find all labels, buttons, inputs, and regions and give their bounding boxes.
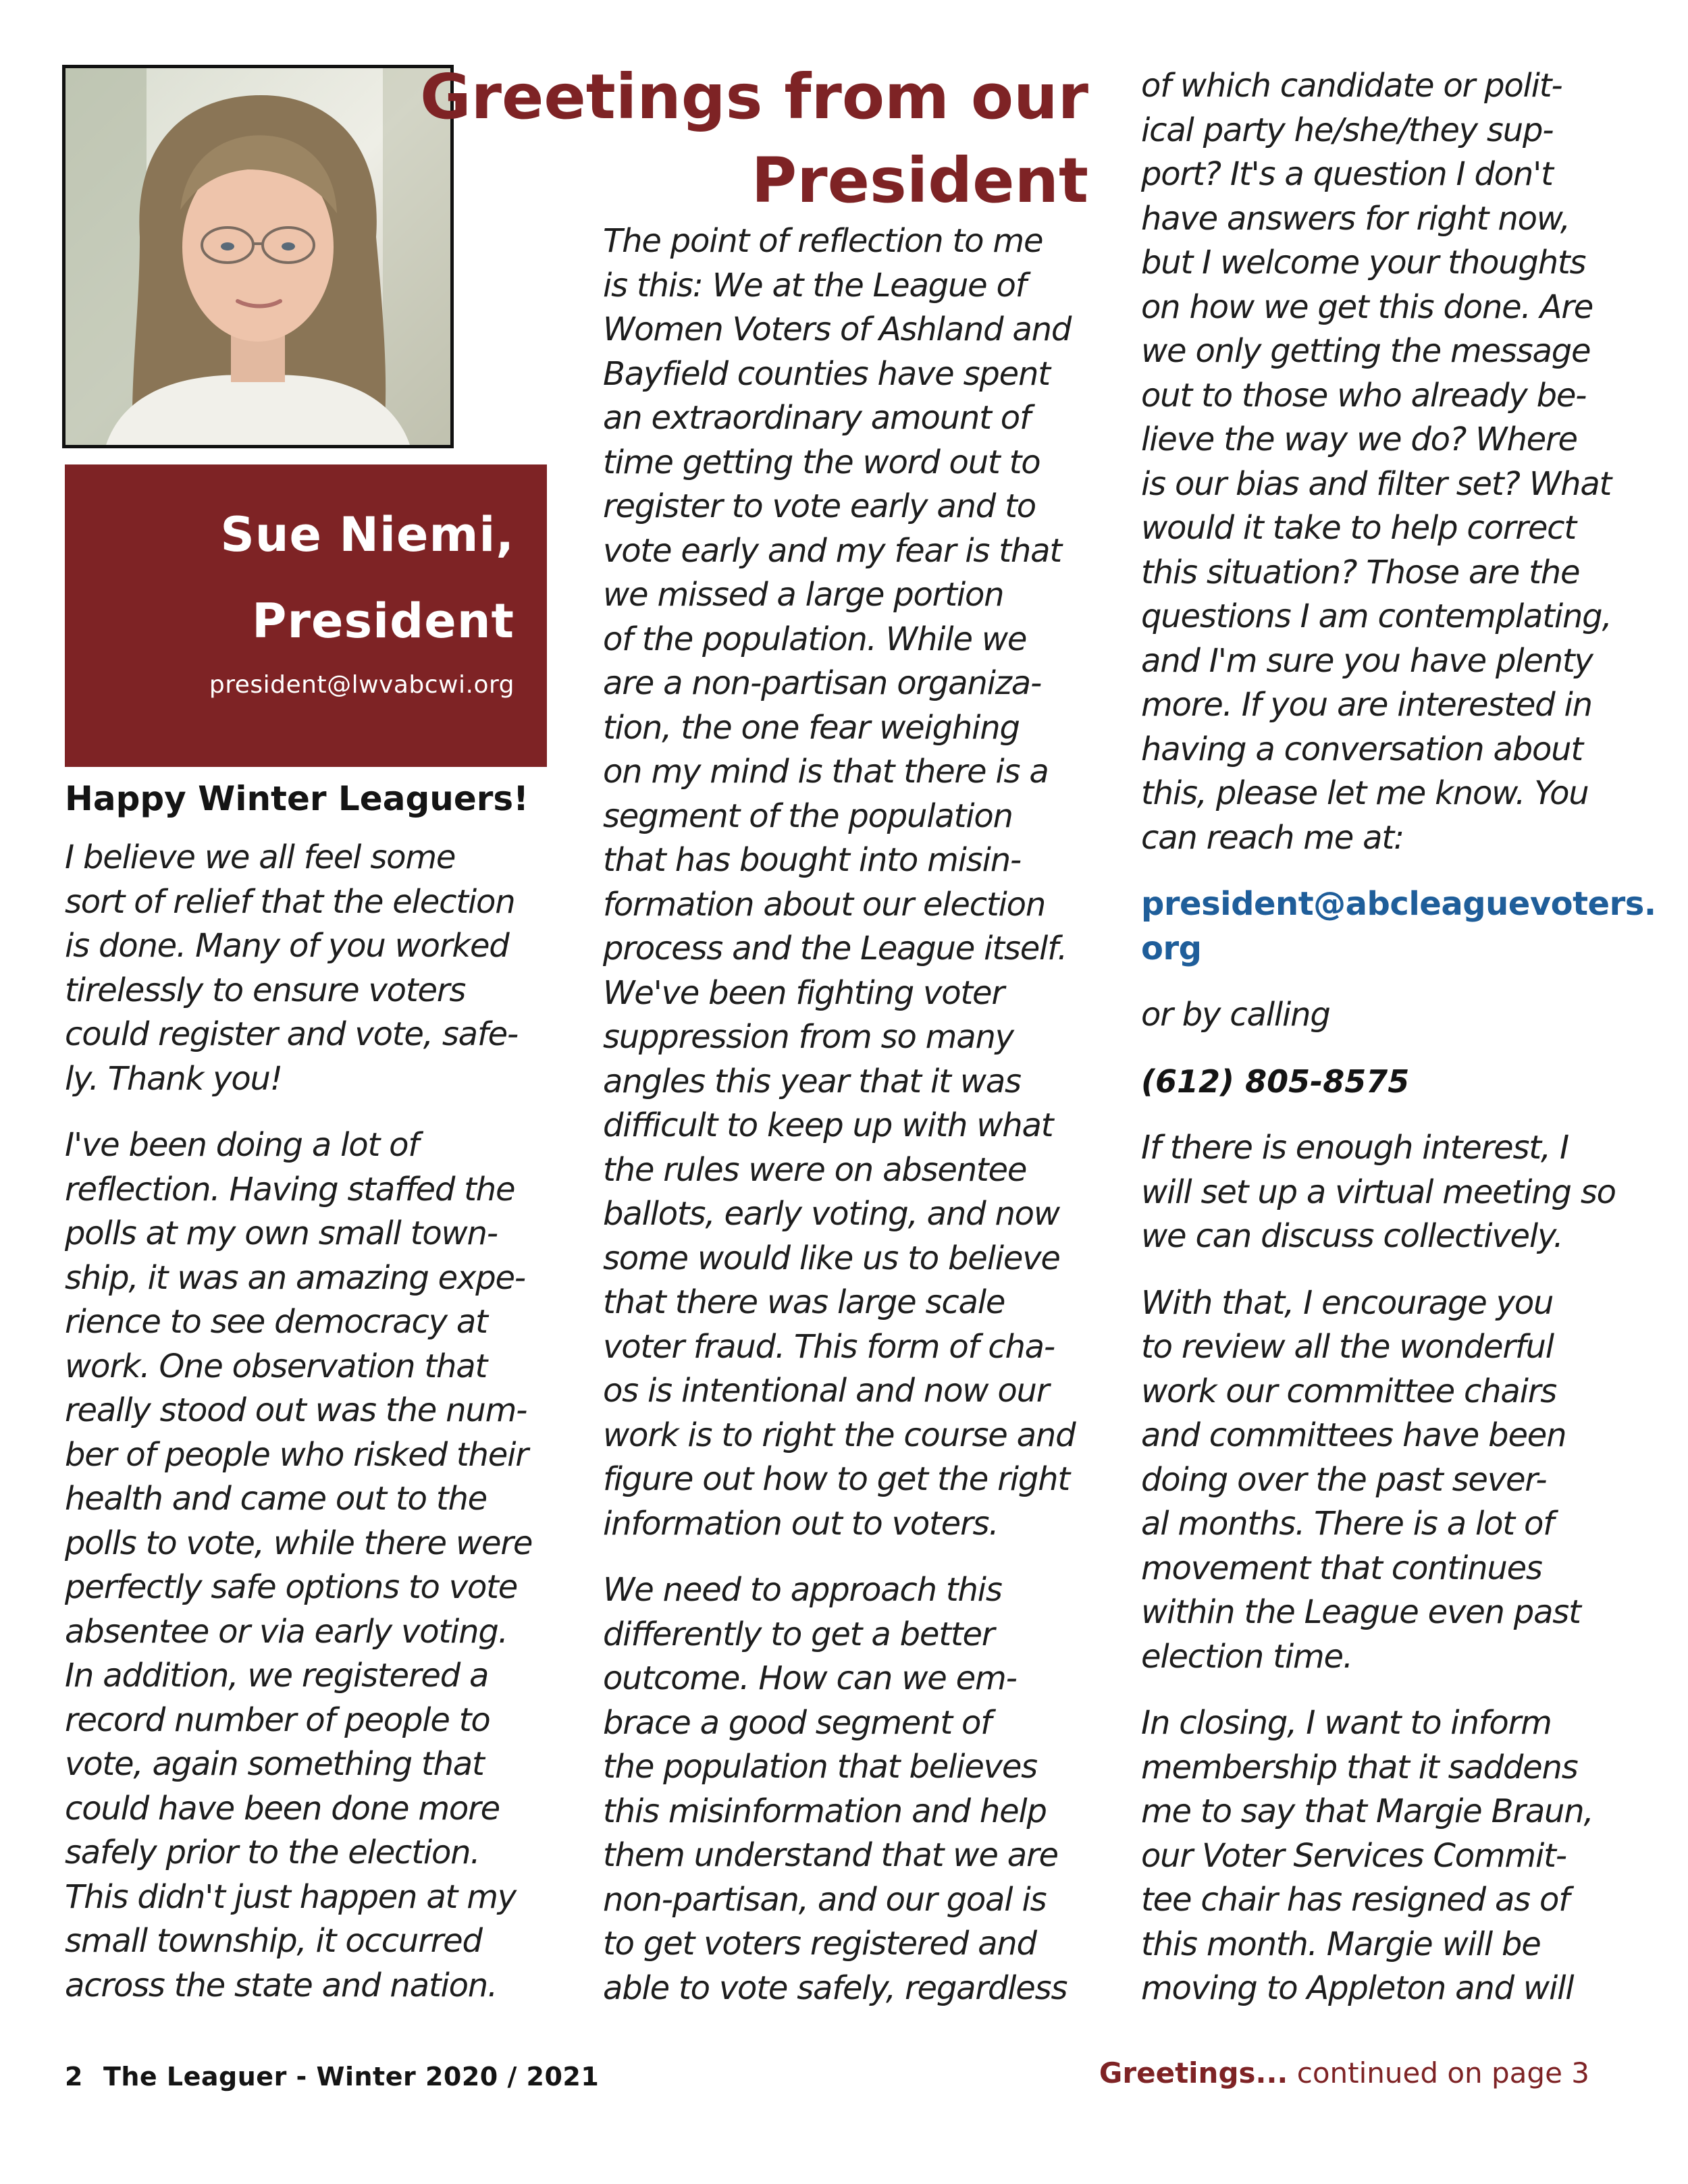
page-title-line2: President — [751, 144, 1088, 217]
article-column-2 — [603, 219, 1116, 2010]
author-name-line1: Sue Niemi, — [220, 507, 515, 562]
author-name — [220, 491, 515, 664]
page-title-line1: Greetings from our — [420, 61, 1088, 133]
publication-title: The Leaguer - Winter 2020 / 2021 — [103, 2062, 600, 2092]
portrait-photo-icon — [65, 68, 450, 445]
continued-label: Greetings... — [1099, 2056, 1288, 2089]
paragraph: I've been doing a lot of reflection. Having staffed the polls at my own small town- ship, it was an amazing expe- rience to see democracy at work. One observation that really stood out was the num- ber of people who risked their health and came out to the polls to vote, while there were perfectly safe options to vote absentee or via early voting. In addition, we registered a record number of people to vote, again something that could have been done more safely prior to the election. This didn't just happen at my small township, it occurred across the state and nation. — [65, 1126, 533, 2004]
article-column-3 — [1141, 64, 1656, 2011]
paragraph: With that, I encourage you to review all the wonderful work our committee chairs and committees have been doing over the past sever- al months. There is a lot of movement that continues within the League even past election time. — [1141, 1283, 1581, 1676]
president-photo — [62, 65, 454, 448]
paragraph: I believe we all feel some sort of relief that the election is done. Many of you worked tirelessly to ensure voters could register and vote, safe- ly. Thank you! — [65, 838, 519, 1098]
continued-text: continued on page 3 — [1288, 2056, 1589, 2089]
footer-publication — [65, 2062, 599, 2092]
paragraph: of which candidate or polit- ical party he/she/they sup- port? It's a question I don't have answers for right now, but I welcome your thoughts on how we get this done. Are we only getting the message out to those who already be- lieve the way we do? Where is our bias and filter set? What would it take to help correct this situation? Those are the questions I am contemplating, and I'm sure you have plenty more. If you are interested in having a conversation about this, please let me know. You can reach me at: — [1141, 67, 1612, 857]
paragraph: If there is enough interest, I will set up a virtual meeting so we can discuss collectively. — [1141, 1129, 1616, 1255]
page-number: 2 — [65, 2062, 83, 2092]
greeting-heading: Happy Winter Leaguers! — [65, 779, 529, 818]
contact-phone: (612) 805-8575 — [1141, 1063, 1410, 1100]
or-calling-text: or by calling — [1141, 996, 1330, 1034]
author-name-line2: President — [252, 593, 515, 649]
author-email: president@lwvabcwi.org — [209, 671, 515, 699]
contact-email-link[interactable]: president@abcleaguevoters. org — [1141, 885, 1656, 967]
page-title — [413, 55, 1088, 223]
paragraph: The point of reflection to me is this: We at the League of Women Voters of Ashland and Bayfield counties have spent an extraordinary amount of time getting the word out to register to vote early and to vote early and my fear is that we missed a large portion of the population. While we are a non-partisan organiza- tion, the one fear weighing on my mind is that there is a segment of the population that has bought into misin- formation about our election process and the League itself. We've been fighting voter suppression from so many angles this year that it was difficult to keep up with what the rules were on absentee ballots, early voting, and now some would like us to believe that there was large scale voter fraud. This form of cha- os is intentional and now our work is to right the course and figure out how to get the right information out to voters. — [603, 222, 1076, 1543]
paragraph: We need to approach this differently to get a better outcome. How can we em- brace a good segment of the population that believes this misinformation and help them understand that we are non-partisan, and our goal is to get voters registered and able to vote safely, regardless — [603, 1571, 1067, 2007]
author-name-box — [65, 464, 547, 767]
continued-note — [1099, 2056, 1589, 2089]
paragraph: In closing, I want to inform membership that it saddens me to say that Margie Braun, our Voter Services Commit- tee chair has resigned as of this month. Margie will be moving to Appleton and will — [1141, 1704, 1593, 2007]
article-column-1 — [65, 776, 564, 2008]
